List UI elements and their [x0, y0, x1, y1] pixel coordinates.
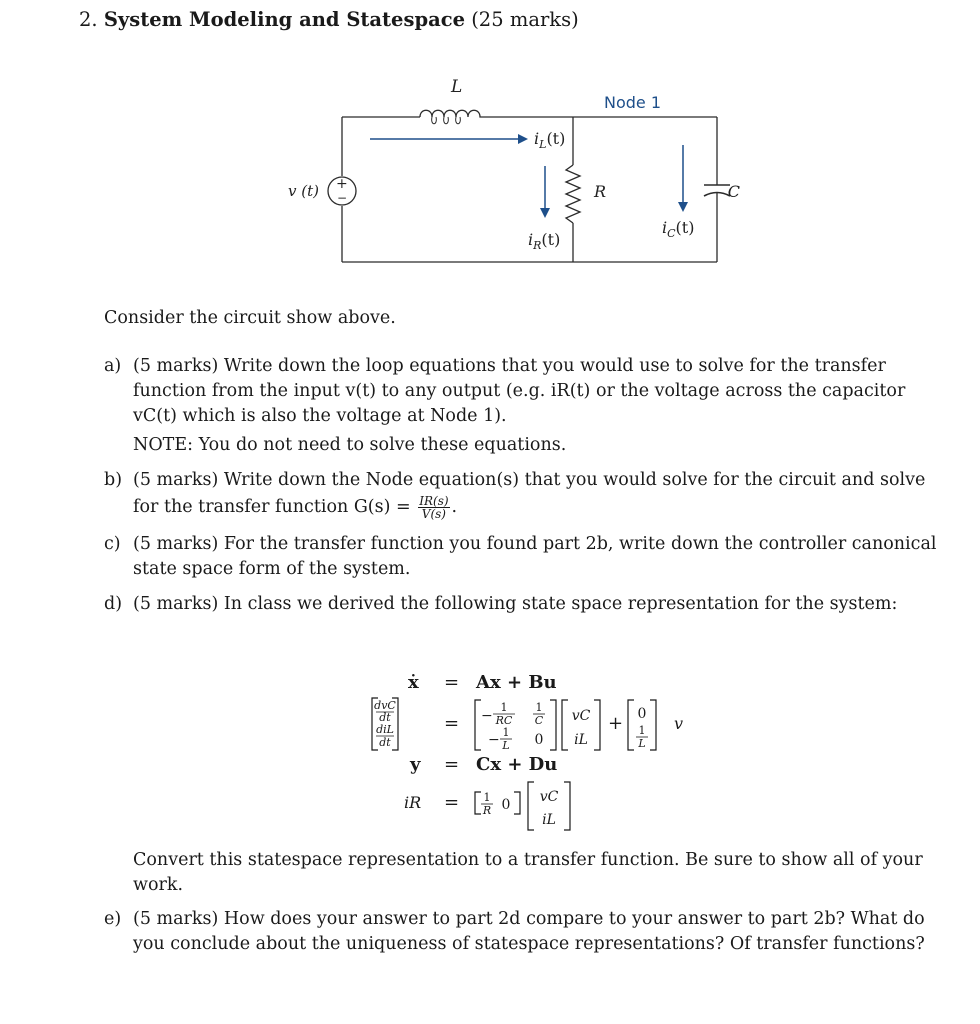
state2-bot: iL	[542, 812, 556, 828]
b-bot-num: 1	[638, 724, 646, 737]
part-d	[104, 592, 940, 620]
fraction-denominator: V(s)	[421, 507, 446, 521]
inductor-coil	[420, 110, 488, 117]
b-vector	[628, 700, 656, 750]
iL-label: $i_L(t)$	[534, 129, 566, 151]
c-zero: 0	[501, 797, 511, 813]
derivative-vector	[372, 698, 398, 750]
a11-den: RC	[495, 714, 513, 727]
part-e-line1: (5 marks) How does your answer to part 2d compare to your answer to part 2b? What do	[133, 909, 925, 929]
source-minus: −	[337, 191, 348, 205]
c-den: R	[482, 804, 492, 817]
part-a-line3: vC(t) which is also the voltage at Node 1).	[133, 406, 507, 426]
part-b-line2-suffix: .	[451, 497, 458, 517]
a22: 0	[534, 732, 544, 748]
state2-top: vC	[539, 789, 559, 805]
source-plus: +	[336, 176, 348, 192]
iR-label: $i_R(t)$	[528, 230, 561, 252]
part-d-after1: Convert this statespace representation to a transfer function. Be sure to show all of your	[133, 850, 923, 870]
inductor-label: L	[451, 77, 463, 97]
a21-num: 1	[502, 726, 510, 739]
circuit-diagram	[270, 70, 740, 280]
part-a-line1: (5 marks) Write down the loop equations that you would use to solve for the transfer	[133, 356, 886, 376]
iC-label: $i_C(t)$	[662, 218, 695, 240]
state-top: vC	[571, 708, 591, 724]
resistor-label: R	[594, 182, 607, 201]
question-marks: (25 marks)	[471, 8, 579, 31]
intro-text: Consider the circuit show above.	[104, 308, 396, 328]
b-bot-den: L	[638, 737, 646, 750]
part-d-marker: d)	[104, 594, 123, 614]
c-matrix	[475, 791, 520, 817]
iR-arrow-head	[540, 208, 550, 218]
part-c-line2: state space form of the system.	[133, 559, 411, 579]
part-c-line1: (5 marks) For the transfer function you found part 2b, write down the controller canonical	[133, 534, 937, 554]
part-b-line2-prefix: for the transfer function G(s) =	[133, 497, 417, 517]
inductor-loops	[432, 117, 461, 124]
eq2-plus: +	[608, 713, 624, 734]
part-b	[104, 468, 940, 524]
question-heading	[79, 8, 579, 31]
deriv-top-num: dvC	[374, 699, 396, 712]
part-c-marker: c)	[104, 534, 121, 554]
deriv-bot-num: diL	[376, 723, 394, 736]
part-e-marker: e)	[104, 909, 122, 929]
part-e	[104, 907, 940, 959]
eq3-rhs: Cx + Du	[476, 754, 558, 775]
part-d-after2: work.	[133, 875, 184, 895]
iC-arrow-head	[678, 202, 688, 212]
part-a-marker: a)	[104, 356, 122, 376]
part-a-note: NOTE: You do not need to solve these equations.	[133, 435, 567, 455]
part-b-line2	[133, 495, 938, 520]
eq2-equals: =	[444, 713, 460, 734]
node-label: Node 1	[604, 93, 662, 112]
b-top: 0	[637, 706, 647, 722]
part-d-continued	[104, 848, 940, 900]
part-b-line1: (5 marks) Write down the Node equation(s) that you would solve for the circuit and solve	[133, 470, 926, 490]
a12-den: C	[534, 714, 544, 727]
eq1-rhs: Ax + Bu	[476, 672, 557, 693]
eq3-lhs: y	[410, 754, 421, 775]
transfer-fraction	[418, 495, 449, 520]
iL-arrow-head	[518, 134, 528, 144]
eq1-lhs: ẋ	[408, 672, 419, 693]
question-title: System Modeling and Statespace	[103, 8, 465, 31]
source-label: v (t)	[288, 182, 319, 200]
part-a	[104, 354, 940, 454]
part-b-marker: b)	[104, 470, 123, 490]
input-v: v	[674, 714, 684, 733]
a21-den: L	[502, 739, 510, 752]
state-vector	[562, 700, 600, 750]
a11-sign: −	[481, 708, 493, 724]
a12-num: 1	[535, 701, 543, 714]
a21-sign: −	[488, 732, 500, 748]
part-c	[104, 532, 940, 584]
eq4-lhs: iR	[404, 793, 422, 812]
a11-num: 1	[500, 701, 508, 714]
state-space-equations	[368, 662, 728, 837]
part-a-line2: function from the input v(t) to any output (e.g. iR(t) or the voltage across the capacitor	[133, 381, 906, 401]
part-d-line1: (5 marks) In class we derived the following state space representation for the system:	[133, 594, 898, 614]
eq1-equals: =	[444, 672, 460, 693]
eq4-equals: =	[444, 792, 460, 813]
c-num: 1	[483, 791, 491, 804]
capacitor-label: C	[727, 182, 740, 201]
fraction-numerator: IR(s)	[419, 494, 449, 508]
resistor-zigzag	[566, 165, 580, 223]
question-number: 2.	[79, 8, 98, 31]
part-e-line2: you conclude about the uniqueness of statespace representations? Of transfer functions?	[133, 934, 925, 954]
eq3-equals: =	[444, 754, 460, 775]
state-bot: iL	[574, 732, 588, 748]
deriv-top-den: dt	[379, 711, 391, 724]
state-vector-2	[528, 782, 570, 830]
a-matrix	[475, 700, 556, 752]
deriv-bot-den: dt	[379, 736, 391, 749]
